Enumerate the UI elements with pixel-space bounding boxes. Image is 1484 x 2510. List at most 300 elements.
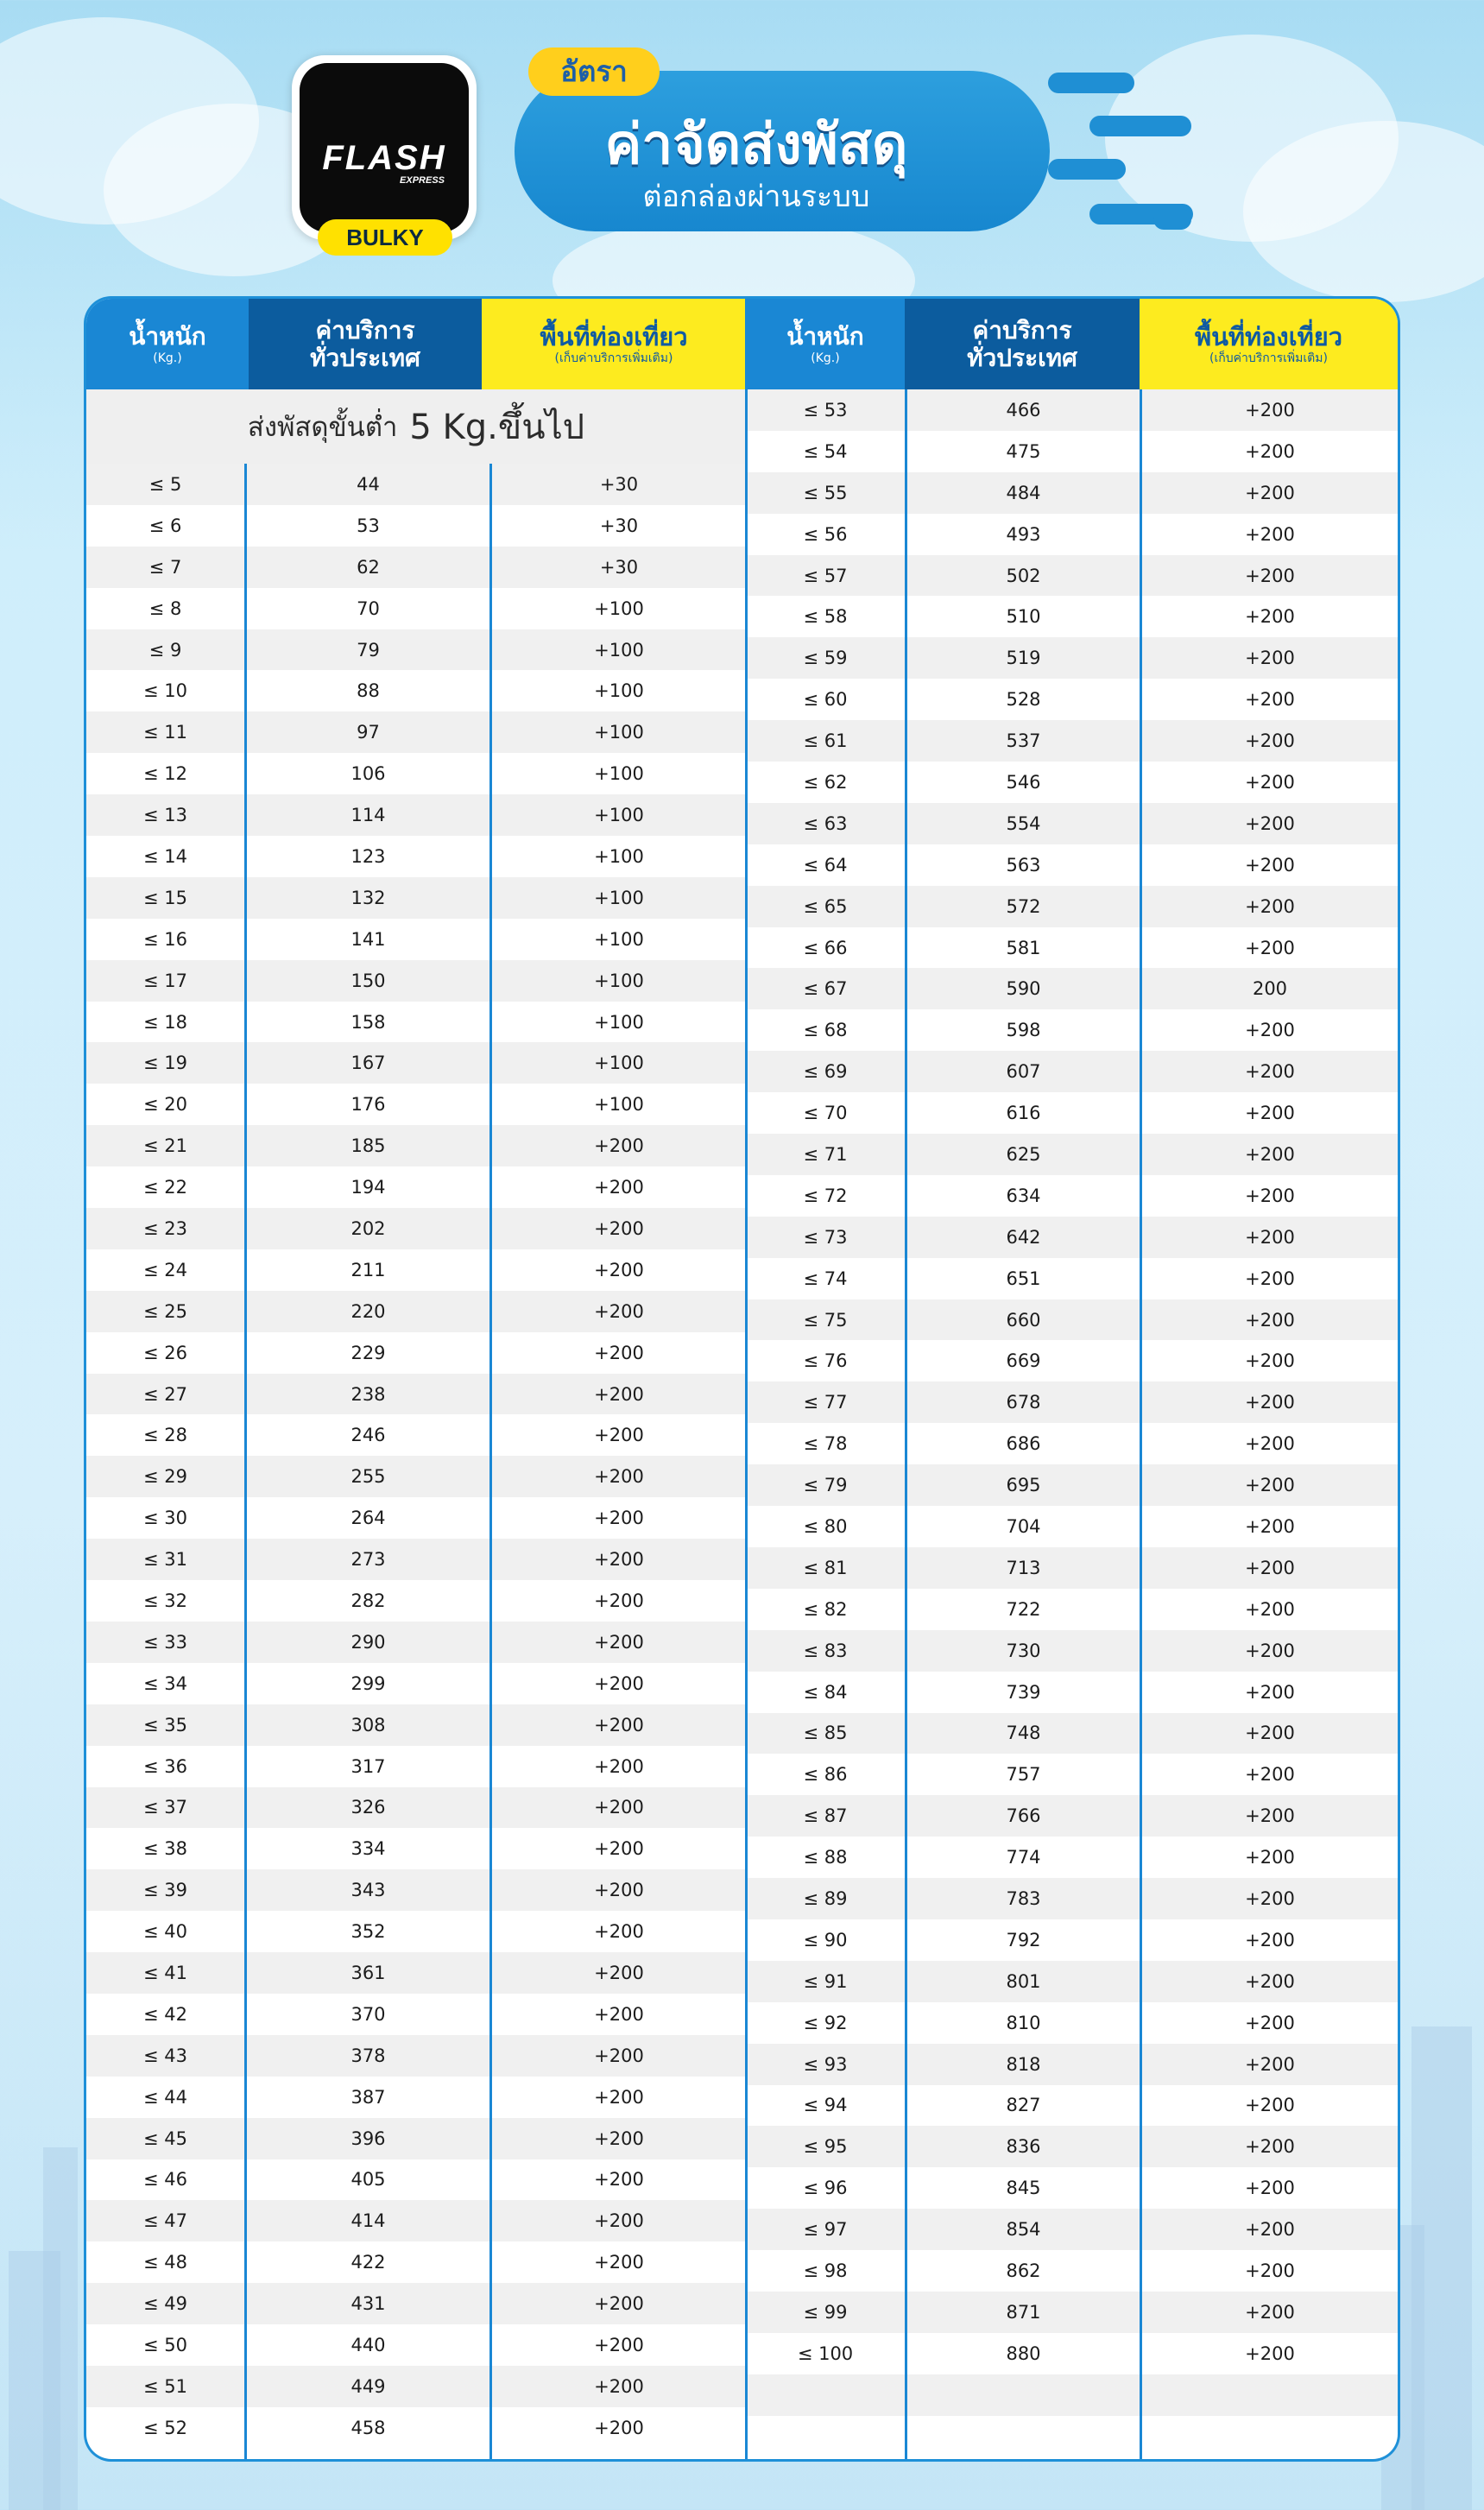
header-weight-unit: (Kg.) xyxy=(153,351,182,365)
table-row xyxy=(86,1622,746,1663)
tourist-surcharge-cell: +200 xyxy=(1245,2095,1295,2116)
price-cell: 405 xyxy=(350,2169,386,2191)
weight-cell: ≤ 15 xyxy=(143,887,187,908)
weight-cell: ≤ 97 xyxy=(803,2219,848,2241)
tourist-surcharge-cell: +200 xyxy=(1245,1433,1295,1455)
weight-cell: ≤ 25 xyxy=(143,1300,187,1322)
weight-cell: ≤ 78 xyxy=(803,1433,848,1455)
table-row xyxy=(86,2324,746,2366)
table-row xyxy=(746,2333,1398,2374)
price-cell xyxy=(907,2416,1140,2457)
bulky-badge: BULKY xyxy=(318,219,452,256)
header-price xyxy=(249,299,482,389)
header-weight-label: น้ำหนัก xyxy=(786,321,864,351)
minimum-weight-note xyxy=(86,389,746,464)
table-row xyxy=(746,1134,1398,1175)
weight-cell: ≤ 37 xyxy=(143,1797,187,1818)
logo-tile xyxy=(300,63,469,232)
price-cell: 871 xyxy=(1006,2301,1041,2323)
minimum-note-prefix: ส่งพัสดุขั้นต่ำ xyxy=(247,412,398,443)
table-row xyxy=(746,1795,1398,1837)
tourist-surcharge-cell: +200 xyxy=(1245,2012,1295,2033)
price-cell: 308 xyxy=(350,1714,386,1736)
table-row xyxy=(86,1332,746,1374)
price-cell: 220 xyxy=(350,1300,386,1322)
price-cell: 686 xyxy=(1006,1433,1041,1455)
weight-cell: ≤ 43 xyxy=(143,2045,187,2066)
price-cell: 264 xyxy=(350,1508,386,1529)
table-row xyxy=(86,1911,746,1952)
tourist-surcharge-cell: +200 xyxy=(1245,440,1295,462)
tourist-surcharge-cell: +200 xyxy=(594,2252,644,2273)
table-row xyxy=(86,1414,746,1456)
table-row xyxy=(746,2085,1398,2127)
price-cell: 616 xyxy=(1006,1103,1041,1124)
weight-cell: ≤ 90 xyxy=(803,1929,848,1950)
banner-tab: อัตรา xyxy=(528,47,660,96)
weight-cell: ≤ 85 xyxy=(803,1723,848,1744)
table-row xyxy=(746,1340,1398,1381)
table-row xyxy=(746,2167,1398,2209)
weight-cell: ≤ 89 xyxy=(803,1888,848,1909)
weight-cell: ≤ 48 xyxy=(143,2252,187,2273)
price-cell: 431 xyxy=(350,2293,386,2315)
column-divider xyxy=(244,464,247,2459)
tourist-surcharge-cell: +200 xyxy=(1245,2178,1295,2199)
tourist-surcharge-cell: +200 xyxy=(1245,1020,1295,1041)
tourist-surcharge-cell: +100 xyxy=(594,680,644,702)
price-cell: 282 xyxy=(350,1590,386,1611)
tourist-surcharge-cell: +200 xyxy=(594,2335,644,2356)
weight-cell: ≤ 87 xyxy=(803,1805,848,1827)
tourist-surcharge-cell: +100 xyxy=(594,887,644,908)
tourist-surcharge-cell: +200 xyxy=(1245,1061,1295,1083)
weight-cell: ≤ 94 xyxy=(803,2095,848,2116)
table-row xyxy=(86,2283,746,2324)
weight-cell: ≤ 91 xyxy=(803,1970,848,1992)
price-cell: 845 xyxy=(1006,2178,1041,2199)
weight-cell: ≤ 68 xyxy=(803,1020,848,1041)
table-row xyxy=(746,389,1398,431)
weight-cell: ≤ 100 xyxy=(797,2342,854,2364)
table-row xyxy=(746,2292,1398,2333)
price-cell: 634 xyxy=(1006,1185,1041,1206)
price-cell: 158 xyxy=(350,1011,386,1033)
price-cell: 396 xyxy=(350,2127,386,2149)
weight-cell: ≤ 99 xyxy=(803,2301,848,2323)
header-tourist xyxy=(482,299,746,389)
table-row xyxy=(86,2241,746,2283)
table-row xyxy=(86,2118,746,2159)
tourist-surcharge-cell: +200 xyxy=(594,1425,644,1446)
weight-cell: ≤ 50 xyxy=(143,2335,187,2356)
weight-cell: ≤ 34 xyxy=(143,1672,187,1694)
weight-cell: ≤ 53 xyxy=(803,399,848,420)
price-cell: 361 xyxy=(350,1963,386,1983)
table-row xyxy=(746,1672,1398,1713)
price-cell: 590 xyxy=(1006,978,1041,1000)
price-cell: 484 xyxy=(1006,482,1041,503)
weight-cell: ≤ 13 xyxy=(143,805,187,826)
right-rows xyxy=(746,389,1398,2457)
price-cell: 713 xyxy=(1006,1557,1041,1578)
price-cell: 695 xyxy=(1006,1475,1041,1496)
weight-cell: ≤ 49 xyxy=(143,2293,187,2315)
weight-cell: ≤ 55 xyxy=(803,482,848,503)
price-cell: 739 xyxy=(1006,1681,1041,1703)
price-cell: 378 xyxy=(350,2045,386,2066)
tourist-surcharge-cell: +200 xyxy=(1245,689,1295,711)
tourist-surcharge-cell: +200 xyxy=(594,2210,644,2232)
weight-cell: ≤ 65 xyxy=(803,895,848,917)
tourist-surcharge-cell: +200 xyxy=(1245,1929,1295,1950)
tourist-surcharge-cell: +200 xyxy=(594,1259,644,1280)
table-row xyxy=(746,2126,1398,2167)
weight-cell: ≤ 33 xyxy=(143,1631,187,1653)
table-row xyxy=(86,2159,746,2201)
tourist-surcharge-cell: +200 xyxy=(1245,482,1295,503)
table-row xyxy=(86,1994,746,2035)
tourist-surcharge-cell: +200 xyxy=(594,1880,644,1901)
price-cell: 678 xyxy=(1006,1392,1041,1413)
tourist-surcharge-cell: +200 xyxy=(1245,1143,1295,1165)
tourist-surcharge-cell: +200 xyxy=(1245,523,1295,545)
table-row xyxy=(746,1009,1398,1051)
price-cell: 194 xyxy=(350,1177,386,1198)
weight-cell: ≤ 80 xyxy=(803,1515,848,1537)
table-row xyxy=(86,1291,746,1332)
table-row xyxy=(746,886,1398,927)
flash-express-logo xyxy=(292,55,477,240)
header-tourist xyxy=(1140,299,1398,389)
tourist-surcharge-cell: +200 xyxy=(1245,1640,1295,1661)
tourist-surcharge-cell: +200 xyxy=(594,1549,644,1571)
tourist-surcharge-cell: +200 xyxy=(1245,1764,1295,1786)
price-cell: 880 xyxy=(1006,2342,1041,2364)
tourist-surcharge-cell: +100 xyxy=(594,1094,644,1116)
speed-line xyxy=(1048,73,1134,93)
price-cell: 414 xyxy=(350,2210,386,2232)
tourist-surcharge-cell: +200 xyxy=(594,2169,644,2191)
table-row xyxy=(86,1828,746,1869)
price-cell: 510 xyxy=(1006,606,1041,628)
price-cell: 818 xyxy=(1006,2053,1041,2075)
price-cell: 466 xyxy=(1006,399,1041,420)
table-row xyxy=(746,1217,1398,1258)
price-cell: 440 xyxy=(350,2335,386,2356)
table-row xyxy=(746,1464,1398,1506)
price-cell: 722 xyxy=(1006,1598,1041,1620)
price-cell: 748 xyxy=(1006,1723,1041,1744)
weight-cell: ≤ 6 xyxy=(148,515,182,536)
weight-cell: ≤ 77 xyxy=(803,1392,848,1413)
table-row xyxy=(86,1663,746,1704)
table-right-half xyxy=(746,299,1398,2459)
tourist-surcharge-cell: +30 xyxy=(599,515,639,536)
weight-cell: ≤ 39 xyxy=(143,1880,187,1901)
table-row xyxy=(86,1084,746,1125)
table-row xyxy=(746,1961,1398,2002)
header-weight-label: น้ำหนัก xyxy=(129,321,206,351)
table-row xyxy=(86,1704,746,1746)
weight-cell: ≤ 66 xyxy=(803,937,848,958)
weight-cell: ≤ 19 xyxy=(143,1053,187,1074)
price-cell: 44 xyxy=(357,473,380,495)
tourist-surcharge-cell: +200 xyxy=(1245,730,1295,752)
header-price-line1: ค่าบริการ xyxy=(315,315,415,345)
weight-cell: ≤ 9 xyxy=(148,639,182,661)
price-cell: 766 xyxy=(1006,1805,1041,1827)
tourist-surcharge-cell: +200 xyxy=(594,1755,644,1777)
tourist-surcharge-cell: +200 xyxy=(1245,895,1295,917)
column-divider xyxy=(1140,389,1142,2459)
tourist-surcharge-cell: +200 xyxy=(1245,2053,1295,2075)
weight-cell: ≤ 32 xyxy=(143,1590,187,1611)
weight-cell xyxy=(746,2416,905,2457)
weight-cell: ≤ 14 xyxy=(143,845,187,867)
tourist-surcharge-cell: +200 xyxy=(1245,1681,1295,1703)
price-cell: 326 xyxy=(350,1797,386,1818)
weight-cell: ≤ 58 xyxy=(803,606,848,628)
weight-cell: ≤ 7 xyxy=(148,556,182,578)
weight-cell: ≤ 21 xyxy=(143,1135,187,1157)
table-row xyxy=(746,2002,1398,2044)
price-cell: 774 xyxy=(1006,1847,1041,1868)
weight-cell: ≤ 54 xyxy=(803,440,848,462)
weight-cell: ≤ 96 xyxy=(803,2178,848,2199)
price-cell: 114 xyxy=(350,805,386,826)
price-cell: 150 xyxy=(350,970,386,991)
price-cell: 598 xyxy=(1006,1020,1041,1041)
weight-cell: ≤ 12 xyxy=(143,763,187,785)
tourist-surcharge-cell: +100 xyxy=(594,928,644,950)
price-cell: 862 xyxy=(1006,2260,1041,2282)
tourist-surcharge-cell: +200 xyxy=(594,2045,644,2066)
table-row xyxy=(746,1878,1398,1919)
weight-cell: ≤ 60 xyxy=(803,689,848,711)
price-cell: 625 xyxy=(1006,1143,1041,1165)
table-row xyxy=(86,1952,746,1994)
price-cell xyxy=(907,2374,1140,2416)
price-cell: 167 xyxy=(350,1053,386,1074)
header-price-line1: ค่าบริการ xyxy=(972,315,1072,345)
price-cell: 79 xyxy=(357,639,380,661)
weight-cell: ≤ 18 xyxy=(143,1011,187,1033)
price-cell: 343 xyxy=(350,1880,386,1901)
weight-cell: ≤ 84 xyxy=(803,1681,848,1703)
weight-cell: ≤ 82 xyxy=(803,1598,848,1620)
price-cell: 387 xyxy=(350,2086,386,2108)
weight-cell: ≤ 71 xyxy=(803,1143,848,1165)
price-cell: 563 xyxy=(1006,854,1041,876)
weight-cell: ≤ 83 xyxy=(803,1640,848,1661)
table-row xyxy=(86,794,746,836)
tourist-surcharge-cell: +200 xyxy=(1245,1805,1295,1827)
table-row xyxy=(86,588,746,629)
left-rows xyxy=(86,464,746,2449)
weight-cell: ≤ 64 xyxy=(803,854,848,876)
tourist-surcharge-cell: +200 xyxy=(594,1838,644,1860)
weight-cell: ≤ 76 xyxy=(803,1350,848,1372)
table-row xyxy=(86,1539,746,1580)
price-cell: 519 xyxy=(1006,648,1041,669)
tourist-surcharge-cell: +200 xyxy=(594,1466,644,1488)
price-cell: 185 xyxy=(350,1135,386,1157)
price-cell: 493 xyxy=(1006,523,1041,545)
table-row xyxy=(86,2366,746,2407)
table-row xyxy=(746,2374,1398,2416)
price-cell: 642 xyxy=(1006,1226,1041,1248)
weight-cell xyxy=(746,2374,905,2416)
table-row xyxy=(746,927,1398,969)
table-row xyxy=(746,720,1398,762)
tourist-surcharge-cell: +200 xyxy=(1245,2260,1295,2282)
tourist-surcharge-cell: +200 xyxy=(594,2293,644,2315)
weight-cell: ≤ 26 xyxy=(143,1342,187,1363)
tourist-surcharge-cell: +200 xyxy=(1245,1847,1295,1868)
tourist-surcharge-cell: +100 xyxy=(594,805,644,826)
price-cell: 132 xyxy=(350,887,386,908)
price-cell: 581 xyxy=(1006,937,1041,958)
tourist-surcharge-cell: +100 xyxy=(594,845,644,867)
tourist-surcharge-cell: +200 xyxy=(1245,1723,1295,1744)
table-row xyxy=(746,1299,1398,1341)
header-price-line2: ทั่วประเทศ xyxy=(967,343,1077,372)
table-row xyxy=(86,960,746,1002)
price-cell: 730 xyxy=(1006,1640,1041,1661)
price-cell: 211 xyxy=(350,1259,386,1280)
table-row xyxy=(746,762,1398,803)
table-row xyxy=(746,1837,1398,1878)
weight-cell: ≤ 73 xyxy=(803,1226,848,1248)
price-cell: 572 xyxy=(1006,895,1041,917)
tourist-surcharge-cell: +200 xyxy=(1245,937,1295,958)
weight-cell: ≤ 93 xyxy=(803,2053,848,2075)
weight-cell: ≤ 38 xyxy=(143,1838,187,1860)
weight-cell: ≤ 20 xyxy=(143,1094,187,1116)
tourist-surcharge-cell: +200 xyxy=(1245,1309,1295,1331)
price-cell: 88 xyxy=(357,680,380,702)
table-row xyxy=(86,877,746,919)
price-cell: 537 xyxy=(1006,730,1041,752)
weight-cell: ≤ 51 xyxy=(143,2375,187,2397)
price-cell: 370 xyxy=(350,2003,386,2025)
tourist-surcharge-cell: +200 xyxy=(594,1135,644,1157)
weight-cell: ≤ 92 xyxy=(803,2012,848,2033)
price-cell: 141 xyxy=(350,928,386,950)
price-cell: 317 xyxy=(350,1755,386,1777)
rate-table xyxy=(84,296,1400,2462)
tourist-surcharge-cell xyxy=(1142,2374,1398,2416)
weight-cell: ≤ 56 xyxy=(803,523,848,545)
table-row xyxy=(86,1869,746,1911)
weight-cell: ≤ 29 xyxy=(143,1466,187,1488)
price-cell: 783 xyxy=(1006,1888,1041,1909)
table-row xyxy=(746,2209,1398,2250)
tourist-surcharge-cell: +200 xyxy=(594,1217,644,1239)
table-row xyxy=(86,505,746,547)
weight-cell: ≤ 22 xyxy=(143,1177,187,1198)
weight-cell: ≤ 46 xyxy=(143,2169,187,2191)
header-tourist-label: พื้นที่ท่องเที่ยว xyxy=(1194,321,1343,351)
header-weight xyxy=(746,299,905,389)
price-cell: 123 xyxy=(350,845,386,867)
price-cell: 660 xyxy=(1006,1309,1041,1331)
tourist-surcharge-cell: +200 xyxy=(594,1177,644,1198)
weight-cell: ≤ 44 xyxy=(143,2086,187,2108)
tourist-surcharge-cell: 200 xyxy=(1252,978,1288,1000)
table-row xyxy=(86,464,746,505)
price-cell: 651 xyxy=(1006,1268,1041,1289)
price-cell: 238 xyxy=(350,1383,386,1405)
weight-cell: ≤ 67 xyxy=(803,978,848,1000)
tourist-surcharge-cell: +100 xyxy=(594,597,644,619)
weight-cell: ≤ 17 xyxy=(143,970,187,991)
table-row xyxy=(86,753,746,794)
tourist-surcharge-cell: +200 xyxy=(1245,606,1295,628)
table-row xyxy=(746,1381,1398,1423)
header-tourist-label: พื้นที่ท่องเที่ยว xyxy=(540,321,688,351)
table-row xyxy=(86,836,746,877)
table-row xyxy=(86,711,746,753)
tourist-surcharge-cell: +200 xyxy=(1245,1268,1295,1289)
price-cell: 801 xyxy=(1006,1970,1041,1992)
table-left-half xyxy=(86,299,746,2459)
tourist-surcharge-cell: +200 xyxy=(1245,2342,1295,2364)
header-price-line2: ทั่วประเทศ xyxy=(310,343,420,372)
price-cell: 554 xyxy=(1006,812,1041,834)
tourist-surcharge-cell: +200 xyxy=(1245,812,1295,834)
table-row xyxy=(86,1497,746,1539)
table-row xyxy=(86,1208,746,1249)
table-row xyxy=(746,2044,1398,2085)
weight-cell: ≤ 72 xyxy=(803,1185,848,1206)
tourist-surcharge-cell: +200 xyxy=(594,1631,644,1653)
weight-cell: ≤ 70 xyxy=(803,1103,848,1124)
price-cell: 176 xyxy=(350,1094,386,1116)
table-row xyxy=(86,1002,746,1043)
table-row xyxy=(746,431,1398,472)
speed-line xyxy=(1089,116,1191,136)
weight-cell: ≤ 24 xyxy=(143,1259,187,1280)
table-row xyxy=(746,1506,1398,1547)
tourist-surcharge-cell: +100 xyxy=(594,763,644,785)
price-cell: 827 xyxy=(1006,2095,1041,2116)
weight-cell: ≤ 30 xyxy=(143,1508,187,1529)
weight-cell: ≤ 16 xyxy=(143,928,187,950)
tourist-surcharge-cell: +200 xyxy=(1245,565,1295,586)
speed-line xyxy=(1153,209,1191,230)
tourist-surcharge-cell: +200 xyxy=(1245,399,1295,420)
header-tourist-note: (เก็บค่าบริการเพิ่มเติม) xyxy=(554,351,673,365)
price-cell: 669 xyxy=(1006,1350,1041,1372)
table-row xyxy=(746,1092,1398,1134)
tourist-surcharge-cell: +30 xyxy=(599,473,639,495)
table-row xyxy=(746,1051,1398,1092)
tourist-surcharge-cell: +200 xyxy=(594,1342,644,1363)
price-cell: 546 xyxy=(1006,771,1041,793)
price-cell: 854 xyxy=(1006,2219,1041,2241)
table-row xyxy=(746,844,1398,886)
tourist-surcharge-cell: +200 xyxy=(1245,1598,1295,1620)
speed-line xyxy=(1048,159,1126,180)
tourist-surcharge-cell: +200 xyxy=(594,1921,644,1943)
tourist-surcharge-cell: +200 xyxy=(594,1590,644,1611)
price-cell: 290 xyxy=(350,1631,386,1653)
tourist-surcharge-cell: +100 xyxy=(594,1011,644,1033)
weight-cell: ≤ 28 xyxy=(143,1425,187,1446)
rate-table-body xyxy=(86,299,1398,2459)
